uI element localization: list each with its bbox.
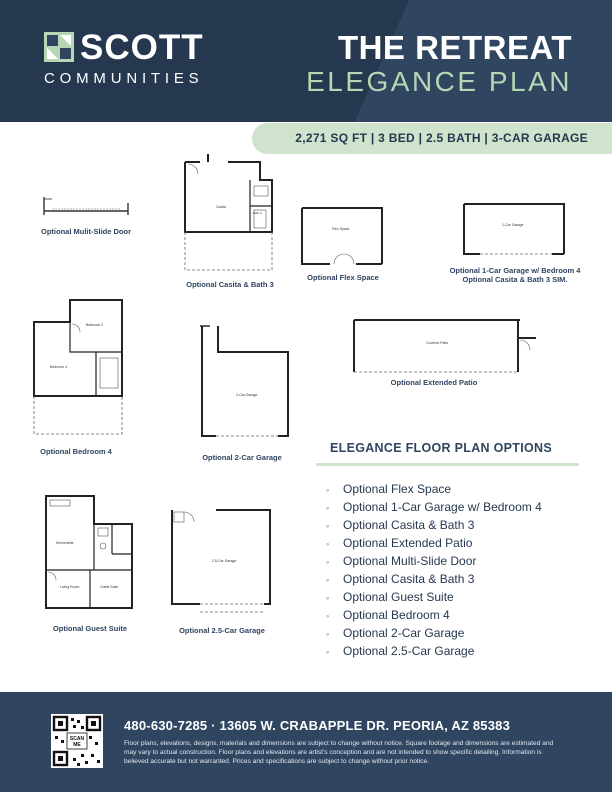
two-car-drawing	[196, 322, 296, 442]
scott-logo-icon	[44, 32, 74, 62]
bullet-icon: ◦	[326, 503, 330, 513]
caption-multi-slide: Optional Mulit-Slide Door	[41, 227, 131, 236]
caption-one-car-line2: Optional Casita & Bath 3 SIM.	[462, 275, 568, 284]
guest-suite-room-label: Guest Suite	[100, 585, 119, 589]
header-banner	[0, 0, 612, 122]
kitchenette-label: Kitchenette	[56, 541, 74, 545]
two-half-car-drawing	[166, 504, 276, 619]
qr-scan-label: SCAN ME	[69, 736, 85, 748]
bullet-icon: ◦	[326, 557, 330, 567]
two-car-room-label: 2-Car Garage	[236, 393, 258, 397]
caption-two-car: Optional 2-Car Garage	[202, 453, 282, 462]
caption-two-half-car: Optional 2.5-Car Garage	[179, 626, 265, 635]
list-item: ◦ Optional Casita & Bath 3	[326, 516, 542, 534]
casita-drawing	[180, 150, 280, 276]
bath3-room-label: Bath 3	[253, 211, 262, 215]
bullet-icon: ◦	[326, 593, 330, 603]
bullet-icon: ◦	[326, 485, 330, 495]
multi-slide-drawing	[40, 195, 135, 225]
plan-multi-slide-door	[40, 195, 135, 225]
plan-title: THE RETREAT	[337, 29, 572, 66]
specs-text: 2,271 SQ FT | 3 BED | 2.5 BATH | 3-CAR GARAGE	[295, 131, 588, 145]
living-room-label: Living Room	[60, 585, 80, 589]
disclaimer-text: Floor plans, elevations, designs, materials and dimensions are subject to change without notice. Square footage and dimensions are estimated and may vary to actual construction. Floor plans and elevations are artist's conception and are not intended to show specific detailing. Information is believed accurate but not warranted. Prices and specifications are subject to change without prior notice.	[124, 740, 554, 765]
flex-drawing	[300, 206, 385, 266]
list-item: ◦ Optional Casita & Bath 3	[326, 570, 542, 588]
list-item: ◦ Optional Bedroom 4	[326, 606, 542, 624]
plan-casita-bath	[180, 150, 280, 276]
patio-room-label: Covered Patio	[426, 341, 449, 345]
bedroom4-drawing	[30, 296, 130, 441]
bedroom4-label: Bedroom 4	[50, 365, 68, 369]
flex-room-label: Flex Space	[332, 227, 350, 231]
bullet-icon: ◦	[326, 611, 330, 621]
list-item: ◦ Optional Multi-Slide Door	[326, 552, 542, 570]
specs-bar	[252, 123, 612, 154]
plan-guest-suite	[40, 492, 140, 614]
list-item: ◦ Optional 2.5-Car Garage	[326, 642, 542, 660]
plan-two-half-car-garage	[166, 504, 276, 619]
plan-flex-space	[300, 206, 385, 266]
contact-line: 480-630-7285 · 13605 W. CRABAPPLE DR. PEORIA, AZ 85383	[124, 718, 511, 733]
bullet-icon: ◦	[326, 647, 330, 657]
options-title: ELEGANCE FLOOR PLAN OPTIONS	[330, 441, 552, 455]
patio-drawing	[350, 316, 540, 376]
list-item: ◦ Optional 1-Car Garage w/ Bedroom 4	[326, 498, 542, 516]
caption-bedroom4: Optional Bedroom 4	[40, 447, 112, 456]
list-item: ◦ Optional 2-Car Garage	[326, 624, 542, 642]
one-car-room-label: 1-Car Garage	[502, 223, 524, 227]
plan-two-car-garage	[196, 322, 296, 442]
bullet-icon: ◦	[326, 539, 330, 549]
options-list	[326, 480, 542, 660]
caption-guest-suite: Optional Guest Suite	[52, 624, 128, 633]
bullet-icon: ◦	[326, 629, 330, 639]
bullet-icon: ◦	[326, 521, 330, 531]
list-item: ◦ Optional Extended Patio	[326, 534, 542, 552]
caption-one-car-line1: Optional 1-Car Garage w/ Bedroom 4	[449, 266, 581, 275]
one-car-drawing	[460, 200, 570, 260]
two-half-car-room-label: 2.5-Car Garage	[212, 559, 237, 563]
caption-casita: Optional Casita & Bath 3	[186, 280, 274, 289]
list-item: ◦ Optional Flex Space	[326, 480, 542, 498]
bedroom2-label: Bedroom 2	[86, 323, 104, 327]
plan-one-car-garage	[460, 200, 570, 260]
plan-bedroom-4	[30, 296, 130, 441]
plan-extended-patio	[350, 316, 540, 376]
options-divider	[316, 463, 579, 466]
casita-room-label: Casita	[216, 205, 226, 209]
brand-tagline: COMMUNITIES	[44, 70, 204, 87]
guest-suite-drawing	[40, 492, 140, 614]
plan-subtitle: ELEGANCE PLAN	[306, 66, 572, 97]
caption-flex: Optional Flex Space	[307, 273, 379, 282]
caption-patio: Optional Extended Patio	[390, 378, 478, 387]
bullet-icon: ◦	[326, 575, 330, 585]
brand-name: SCOTT	[80, 28, 204, 67]
qr-code[interactable]	[51, 714, 103, 768]
list-item: ◦ Optional Guest Suite	[326, 588, 542, 606]
